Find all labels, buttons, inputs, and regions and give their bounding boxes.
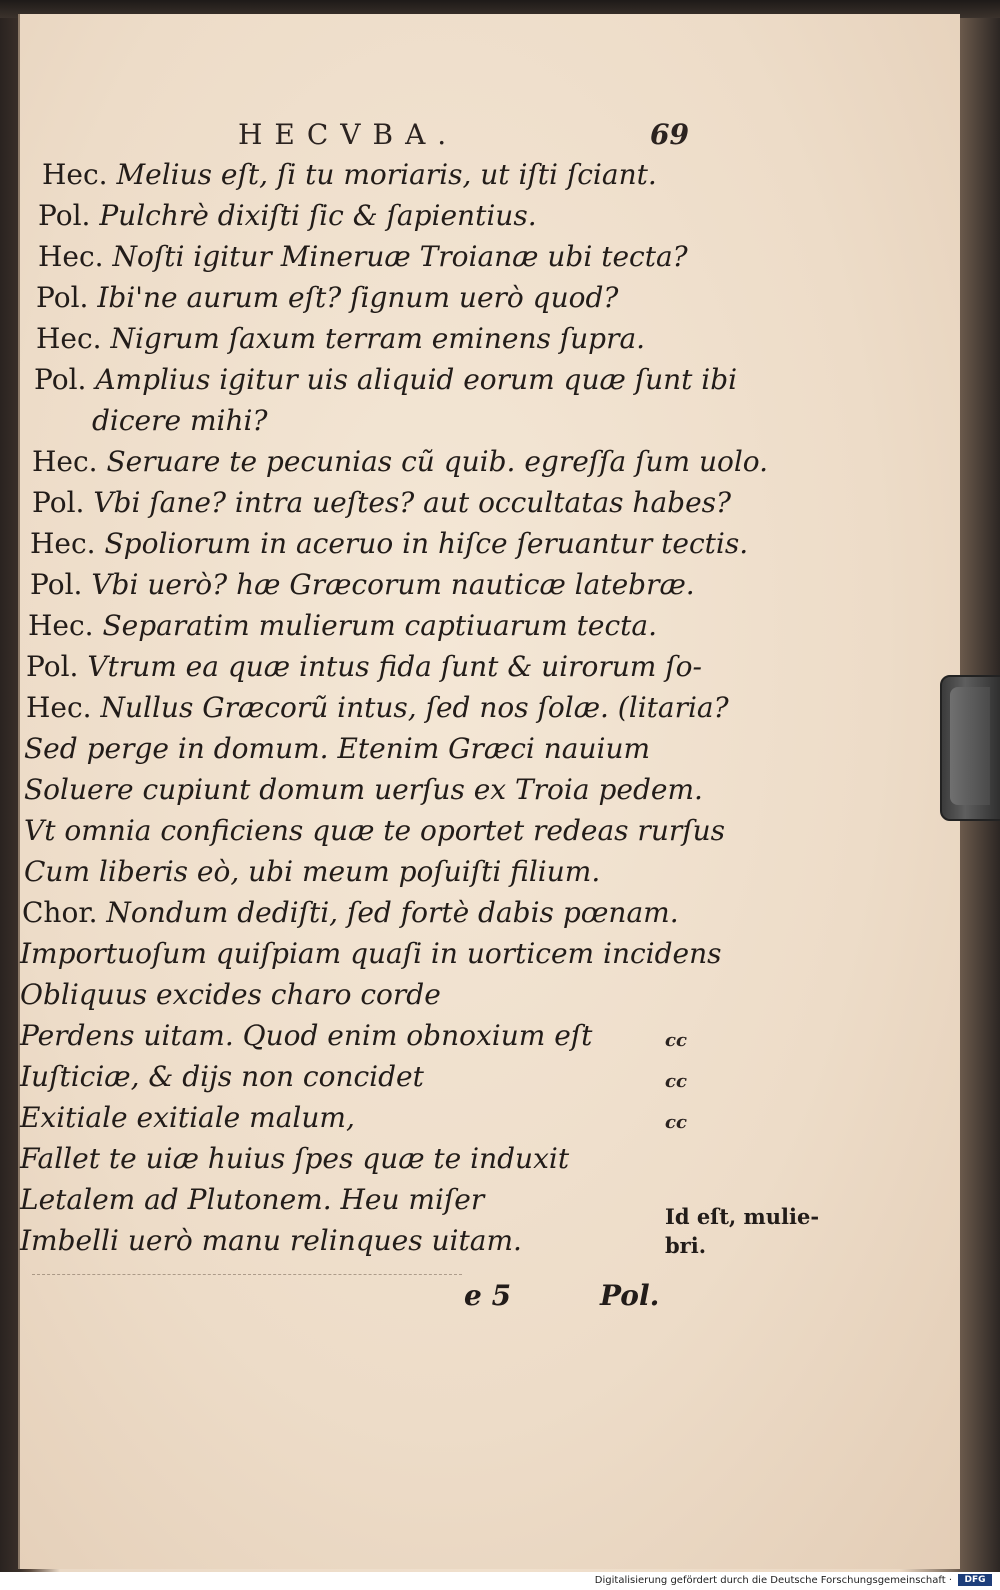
text-line <box>32 482 960 523</box>
margin-note-line: Id eſt, mulie- <box>665 1204 820 1229</box>
speaker-label: Hec. <box>28 609 94 642</box>
line-text: Vbi uerò? hæ Græcorum nauticæ latebræ. <box>82 568 695 601</box>
line-text: Obliquus excides charo corde <box>20 978 441 1011</box>
text-line <box>30 564 960 605</box>
line-text: Exitiale exitiale malum, <box>20 1101 355 1134</box>
bottom-rule <box>32 1274 462 1277</box>
text-line <box>20 1097 960 1138</box>
text-line <box>36 318 960 359</box>
text-line <box>32 441 960 482</box>
quote-mark: cc <box>665 1071 687 1092</box>
line-text: Vtrum ea quæ intus fida ſunt & uirorum ſo- <box>78 650 702 683</box>
text-line <box>28 605 960 646</box>
line-text: Spoliorum in aceruo in hiſce ſeruantur tectis. <box>95 527 749 560</box>
line-text: Melius eſt, ſi tu moriaris, ut iſti ſciant. <box>107 158 657 191</box>
line-text: Fallet te uiæ huius ſpes quæ te induxit <box>20 1142 570 1175</box>
speaker-label: Hec. <box>42 158 108 191</box>
line-text: Nullus Græcorũ intus, ſed nos ſolæ. (litaria? <box>91 691 729 724</box>
speaker-label: Hec. <box>26 691 92 724</box>
text-line <box>38 195 960 236</box>
line-text: Separatim mulierum captiuarum tecta. <box>93 609 657 642</box>
quote-mark: cc <box>665 1030 687 1051</box>
text-line <box>22 892 960 933</box>
running-head: HECVBA. <box>238 118 459 151</box>
digitization-credit: Digitalisierung gefördert durch die Deutsche Forschungsgemeinschaft · <box>594 1575 952 1586</box>
text-line <box>24 810 960 851</box>
line-text: Nondum dediſti, ſed fortè dabis pœnam. <box>97 896 679 929</box>
line-text: Perdens uitam. Quod enim obnoxium eſt <box>20 1019 593 1052</box>
speaker-label: Pol. <box>38 199 91 232</box>
text-line <box>34 400 960 441</box>
quote-mark: cc <box>665 1112 687 1133</box>
text-line <box>20 1056 960 1097</box>
line-text: Ibi'ne aurum eſt? ſignum uerò quod? <box>88 281 619 314</box>
text-line <box>24 851 960 892</box>
speaker-label: Hec. <box>36 322 102 355</box>
dialogue-text <box>20 154 960 1261</box>
line-text: Pulchrè dixiſti ſic & ſapientius. <box>90 199 537 232</box>
text-line <box>24 769 960 810</box>
speaker-label: Hec. <box>32 445 98 478</box>
text-line <box>38 236 960 277</box>
line-text: Soluere cupiunt domum uerſus ex Troia pedem. <box>24 773 703 806</box>
text-line <box>42 154 960 195</box>
line-text: Vt omnia conficiens quæ te oportet redeas rurſus <box>24 814 725 847</box>
speaker-label: Hec. <box>30 527 96 560</box>
line-text: Imbelli uerò manu relinques uitam. <box>20 1224 522 1257</box>
speaker-label: Pol. <box>26 650 79 683</box>
line-text: Amplius igitur uis aliquid eorum quæ ſunt ibi <box>86 363 738 396</box>
signature-mark: e 5 <box>464 1279 512 1312</box>
page-number: 69 <box>650 118 689 151</box>
margin-note <box>665 1202 819 1260</box>
catchword: Pol. <box>600 1279 660 1312</box>
text-line <box>26 687 960 728</box>
speaker-label: Chor. <box>22 896 98 929</box>
line-text: Noſti igitur Mineruæ Troianæ ubi tecta? <box>103 240 688 273</box>
speaker-label: Hec. <box>38 240 104 273</box>
text-line <box>20 1138 960 1179</box>
margin-note-line: bri. <box>665 1233 707 1258</box>
speaker-label: Pol. <box>34 363 87 396</box>
line-text: Iuſticiæ, & dijs non concidet <box>20 1060 424 1093</box>
line-text: Vbi ſane? intra ueſtes? aut occultatas habes? <box>84 486 732 519</box>
text-line <box>36 277 960 318</box>
line-text: Letalem ad Plutonem. Heu miſer <box>20 1183 485 1216</box>
page-header <box>20 118 960 158</box>
book-clip <box>940 675 1000 821</box>
book-clip-inner <box>950 687 990 805</box>
text-line <box>20 974 960 1015</box>
text-line <box>20 1015 960 1056</box>
text-line <box>30 523 960 564</box>
speaker-label: Pol. <box>32 486 85 519</box>
line-text: Seruare te pecunias cũ quib. egreſſa ſum uolo. <box>97 445 769 478</box>
book-page <box>18 14 960 1569</box>
speaker-label: Pol. <box>36 281 89 314</box>
speaker-label: Pol. <box>30 568 83 601</box>
line-text: Nigrum ſaxum terram eminens ſupra. <box>101 322 646 355</box>
text-line <box>34 359 960 400</box>
text-line <box>20 933 960 974</box>
dfg-logo: DFG <box>958 1574 992 1586</box>
line-text: Cum liberis eò, ubi meum poſuiſti filium. <box>24 855 601 888</box>
line-text: dicere mihi? <box>92 404 268 437</box>
text-line <box>24 728 960 769</box>
line-text: Importuoſum quiſpiam quaſi in uorticem incidens <box>20 937 722 970</box>
line-text: Sed perge in domum. Etenim Græci nauium <box>24 732 651 765</box>
text-line <box>26 646 960 687</box>
